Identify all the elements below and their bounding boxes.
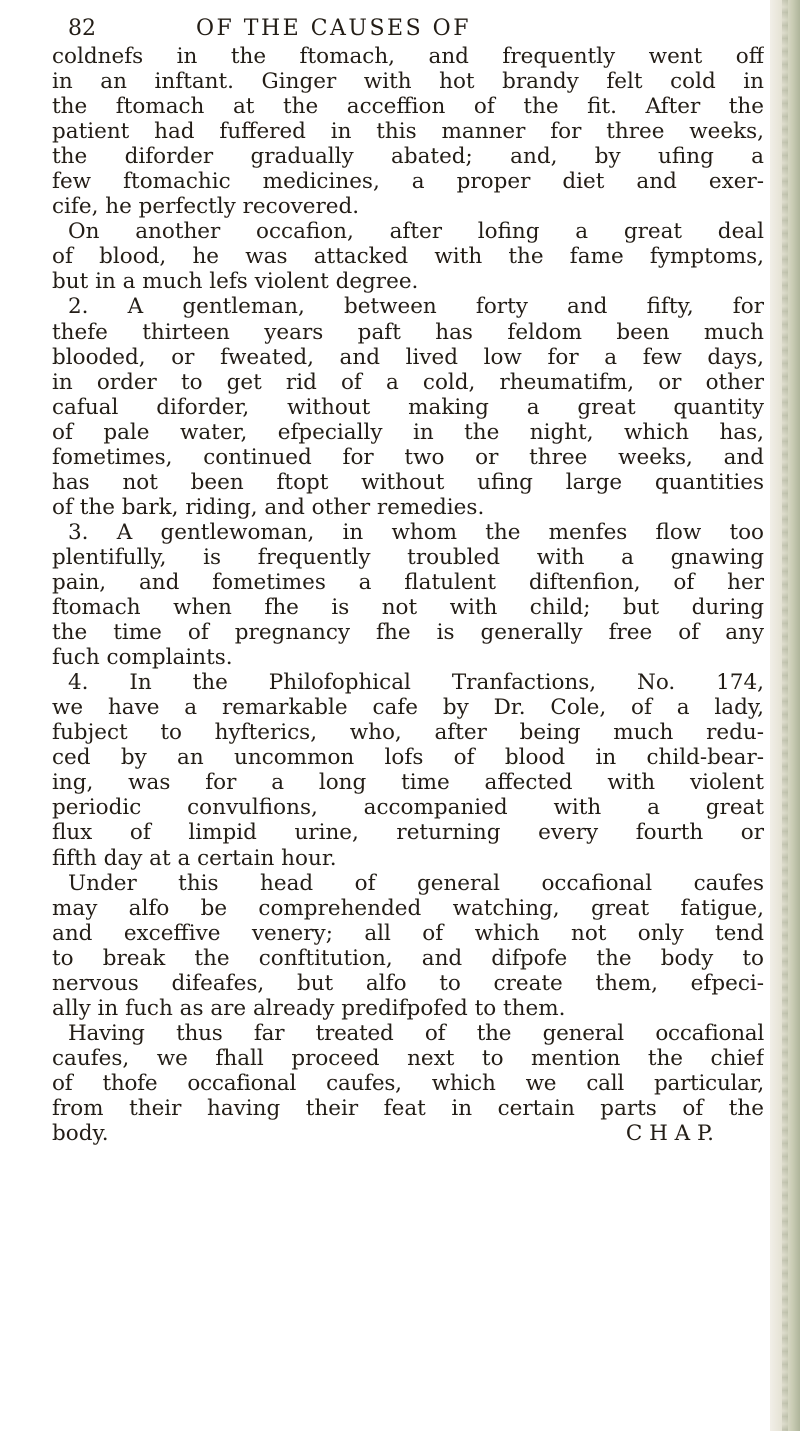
text-line: in an inftant. Ginger with hot brandy felt cold in bbox=[52, 69, 764, 95]
final-word: body. bbox=[52, 1121, 109, 1147]
text-line: ally in fuch as are already predifpofed to them. bbox=[52, 995, 566, 1021]
text-line: the time of pregnancy fhe is generally free of any bbox=[52, 620, 764, 646]
text-line: blooded, or fweated, and lived low for a few days, bbox=[52, 344, 764, 370]
text-line: nervous difeafes, but alfo to create them, efpeci- bbox=[52, 970, 764, 996]
text-line: of thofe occafional caufes, which we call particular, bbox=[52, 1070, 764, 1096]
text-line: ftomach when fhe is not with child; but during bbox=[52, 595, 764, 621]
text-line bbox=[52, 1121, 764, 1146]
paragraph-first-line: 3. A gentlewoman, in whom the menfes flow too bbox=[68, 519, 764, 545]
page-header bbox=[68, 12, 768, 46]
text-line: from their having their feat in certain parts of the bbox=[52, 1095, 764, 1121]
text-line: fubject to hyfterics, who, after being much redu- bbox=[52, 720, 764, 746]
text-line: to break the conftitution, and difpofe the body to bbox=[52, 945, 764, 971]
text-line: few ftomachic medicines, a proper diet and exer- bbox=[52, 169, 764, 195]
text-line: coldnefs in the ftomach, and frequently went off bbox=[52, 44, 764, 69]
text-line: fuch complaints. bbox=[52, 645, 233, 671]
text-line: the ftomach at the acceffion of the fit. After the bbox=[52, 94, 764, 120]
text-line: plentifully, is frequently troubled with a gnawing bbox=[52, 544, 764, 570]
text-line: the diforder gradually abated; and, by ufing a bbox=[52, 144, 764, 170]
text-line: thefe thirteen years paft has feldom been much bbox=[52, 319, 764, 345]
text-line: may alfo be comprehended watching, great fatigue, bbox=[52, 895, 764, 921]
text-line: pain, and fometimes a flatulent diftenfion, of her bbox=[52, 569, 764, 595]
text-line: fifth day at a certain hour. bbox=[52, 845, 337, 871]
page-number: 82 bbox=[68, 16, 96, 41]
text-line: caufes, we fhall proceed next to mention the chief bbox=[52, 1045, 764, 1071]
text-line: ced by an uncommon lofs of blood in child-bear- bbox=[52, 745, 764, 771]
text-line: and exceffive venery; all of which not only tend bbox=[52, 920, 764, 946]
catchword: C H A P. bbox=[625, 1121, 714, 1147]
text-line: we have a remarkable cafe by Dr. Cole, of a lady, bbox=[52, 695, 764, 721]
text-line: but in a much lefs violent degree. bbox=[52, 269, 419, 295]
paragraph-first-line: Under this head of general occafional caufes bbox=[68, 870, 764, 896]
scan-page-edge bbox=[770, 0, 800, 1431]
running-head: OF THE CAUSES OF bbox=[196, 16, 471, 41]
text-line: flux of limpid urine, returning every fourth or bbox=[52, 820, 764, 846]
text-line: cafual diforder, without making a great quantity bbox=[52, 394, 764, 420]
text-line: cife, he perfectly recovered. bbox=[52, 194, 360, 220]
text-line: patient had fuffered in this manner for three weeks, bbox=[52, 119, 764, 145]
paragraph-first-line: Having thus far treated of the general occafional bbox=[68, 1020, 764, 1046]
text-line: periodic convulfions, accompanied with a great bbox=[52, 795, 764, 821]
text-line: of pale water, efpecially in the night, which has, bbox=[52, 419, 764, 445]
paragraph-first-line: 2. A gentleman, between forty and fifty, for bbox=[68, 294, 764, 320]
text-line: of the bark, riding, and other remedies. bbox=[52, 494, 485, 520]
text-line: has not been ftopt without ufing large quantities bbox=[52, 469, 764, 495]
paragraph-first-line: 4. In the Philofophical Tranfactions, No. 174, bbox=[68, 670, 764, 696]
paragraph-first-line: On another occafion, after lofing a great deal bbox=[68, 219, 764, 245]
text-line: of blood, he was attacked with the fame fymptoms, bbox=[52, 244, 764, 270]
text-line: ing, was for a long time affected with violent bbox=[52, 770, 764, 796]
body-text bbox=[52, 44, 764, 1146]
text-line: in order to get rid of a cold, rheumatifm, or other bbox=[52, 369, 764, 395]
text-line: fometimes, continued for two or three weeks, and bbox=[52, 444, 764, 470]
